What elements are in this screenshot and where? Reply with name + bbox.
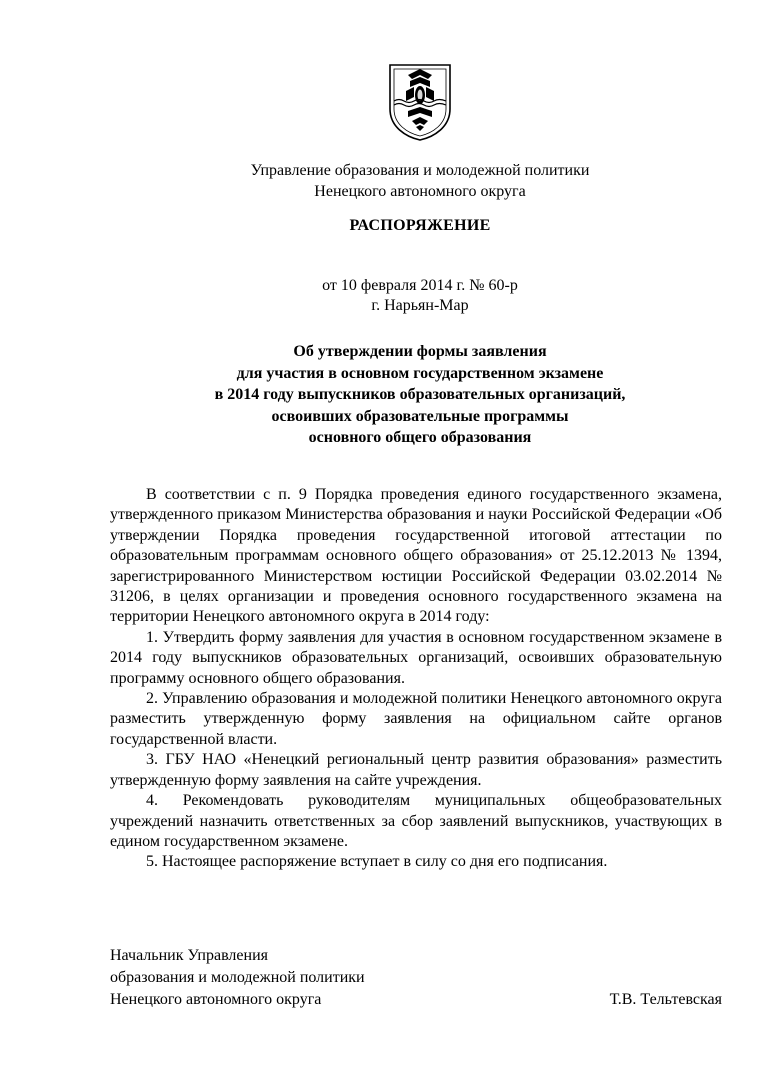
signatory-title-line-3: Ненецкого автономного округа <box>110 991 322 1008</box>
subject-line: в 2014 году выпускников образовательных организаций, <box>214 386 626 403</box>
clause-3: 3. ГБУ НАО «Ненецкий региональный центр развития образования» разместить утвержденную форму заявления на сайте учреждения. <box>110 751 722 789</box>
date-number: от 10 февраля 2014 г. № 60-р <box>322 277 518 294</box>
document-type: РАСПОРЯЖЕНИЕ <box>349 217 491 234</box>
subject-line: освоивших образовательные программы <box>271 407 569 425</box>
signatory-title-line-1: Начальник Управления <box>110 947 268 964</box>
subject-line: основного общего образования <box>308 429 532 446</box>
clause-4: 4. Рекомендовать руководителям муниципальных общеобразовательных учреждений назначить ответственных за сбор заявлений выпускников, участвующих в едином государственном экзамене. <box>110 792 722 850</box>
signatory-name: Т.В. Тельтевская <box>609 991 722 1008</box>
clause-5: 5. Настоящее распоряжение вступает в силу со дня его подписания. <box>146 853 608 871</box>
preamble-paragraph: В соответствии с п. 9 Порядка проведения единого государственного экзамена, утвержденного приказом Министерства образования и науки Российской Федерации «Об утверждении Порядка проведения государственной итоговой аттестации по образовательным программам основного общего образования» от 25.12.2013 № 1394, зарегистрированного Министерством юстиции Российской Федерации 03.02.2014 № 31206, в целях организации и проведения основного государственного экзамена на территории Ненецкого автономного округа в 2014 году: <box>110 486 722 626</box>
signatory-row <box>110 989 722 1011</box>
subject-line: Об утверждении формы заявления <box>293 343 547 360</box>
issuer-line-2: Ненецкого автономного округа <box>314 183 526 200</box>
document-subject <box>36 341 768 449</box>
place: г. Нарьян-Мар <box>371 297 469 314</box>
issuer-line-1: Управление образования и молодежной политики <box>250 162 590 179</box>
signatory-title-line-2: образования и молодежной политики <box>110 969 365 986</box>
document-body <box>110 485 722 873</box>
signature-block <box>110 945 722 1011</box>
date-place-block <box>36 276 768 316</box>
clause-2: 2. Управлению образования и молодежной политики Ненецкого автономного округа разместить утвержденную форму заявления на официальном сайте органов государственной власти. <box>110 690 722 748</box>
coat-of-arms-emblem <box>388 63 452 141</box>
issuer-header <box>36 160 768 202</box>
subject-line: для участия в основном государственном экзамене <box>236 364 604 382</box>
clause-1: 1. Утвердить форму заявления для участия в основном государственном экзамене в 2014 году выпускников образовательных организаций, освоивших образовательную программу основного общего образования. <box>110 628 722 687</box>
